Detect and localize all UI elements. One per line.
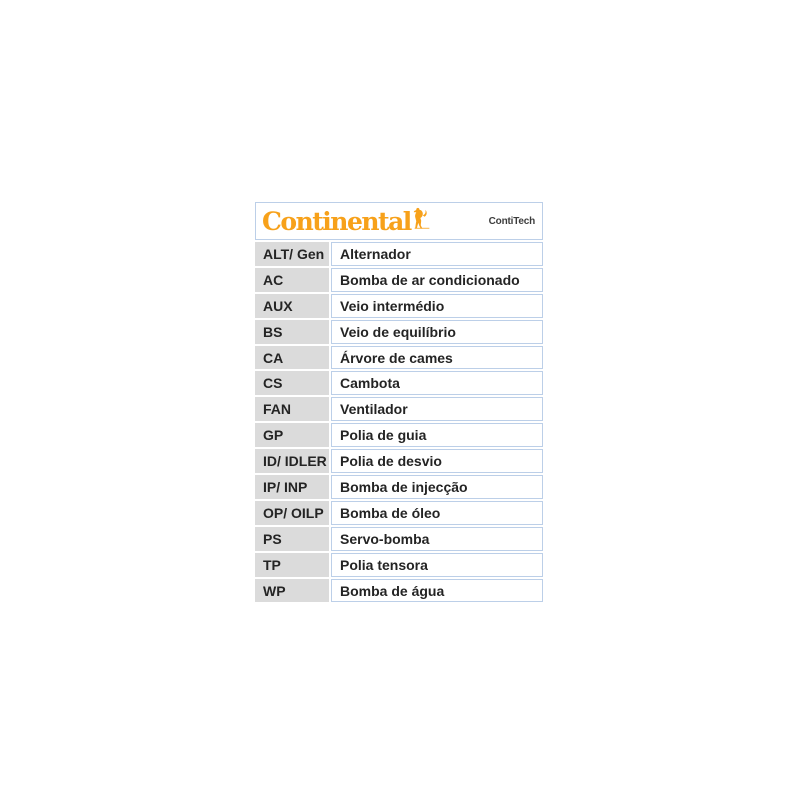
table-header bbox=[255, 202, 543, 240]
abbreviation-legend-table bbox=[255, 202, 543, 602]
code-cell: PS bbox=[255, 527, 329, 551]
description-cell: Polia tensora bbox=[331, 553, 543, 577]
description-cell: Polia de guia bbox=[331, 423, 543, 447]
code-cell: AUX bbox=[255, 294, 329, 318]
description-cell: Bomba de injecção bbox=[331, 475, 543, 499]
code-cell: WP bbox=[255, 579, 329, 603]
description-cell: Ventilador bbox=[331, 397, 543, 421]
description-cell: Servo-bomba bbox=[331, 527, 543, 551]
code-cell: IP/ INP bbox=[255, 475, 329, 499]
code-cell: GP bbox=[255, 423, 329, 447]
code-cell: ID/ IDLER bbox=[255, 449, 329, 473]
code-cell: AC bbox=[255, 268, 329, 292]
code-cell: OP/ OILP bbox=[255, 501, 329, 525]
description-cell: Bomba de óleo bbox=[331, 501, 543, 525]
rearing-horse-icon bbox=[413, 207, 431, 229]
description-cell: Alternador bbox=[331, 242, 543, 266]
description-cell: Polia de desvio bbox=[331, 449, 543, 473]
description-cell: Bomba de água bbox=[331, 579, 543, 603]
description-cell: Cambota bbox=[331, 371, 543, 395]
code-cell: FAN bbox=[255, 397, 329, 421]
subbrand-label: ContiTech bbox=[488, 215, 535, 227]
description-cell: Veio intermédio bbox=[331, 294, 543, 318]
code-cell: CS bbox=[255, 371, 329, 395]
description-cell: Bomba de ar condicionado bbox=[331, 268, 543, 292]
code-cell: ALT/ Gen bbox=[255, 242, 329, 266]
description-cell: Veio de equilíbrio bbox=[331, 320, 543, 344]
description-cell: Árvore de cames bbox=[331, 346, 543, 370]
code-cell: CA bbox=[255, 346, 329, 370]
continental-logo bbox=[262, 207, 431, 235]
brand-wordmark: Continental bbox=[262, 206, 411, 236]
code-cell: BS bbox=[255, 320, 329, 344]
code-cell: TP bbox=[255, 553, 329, 577]
